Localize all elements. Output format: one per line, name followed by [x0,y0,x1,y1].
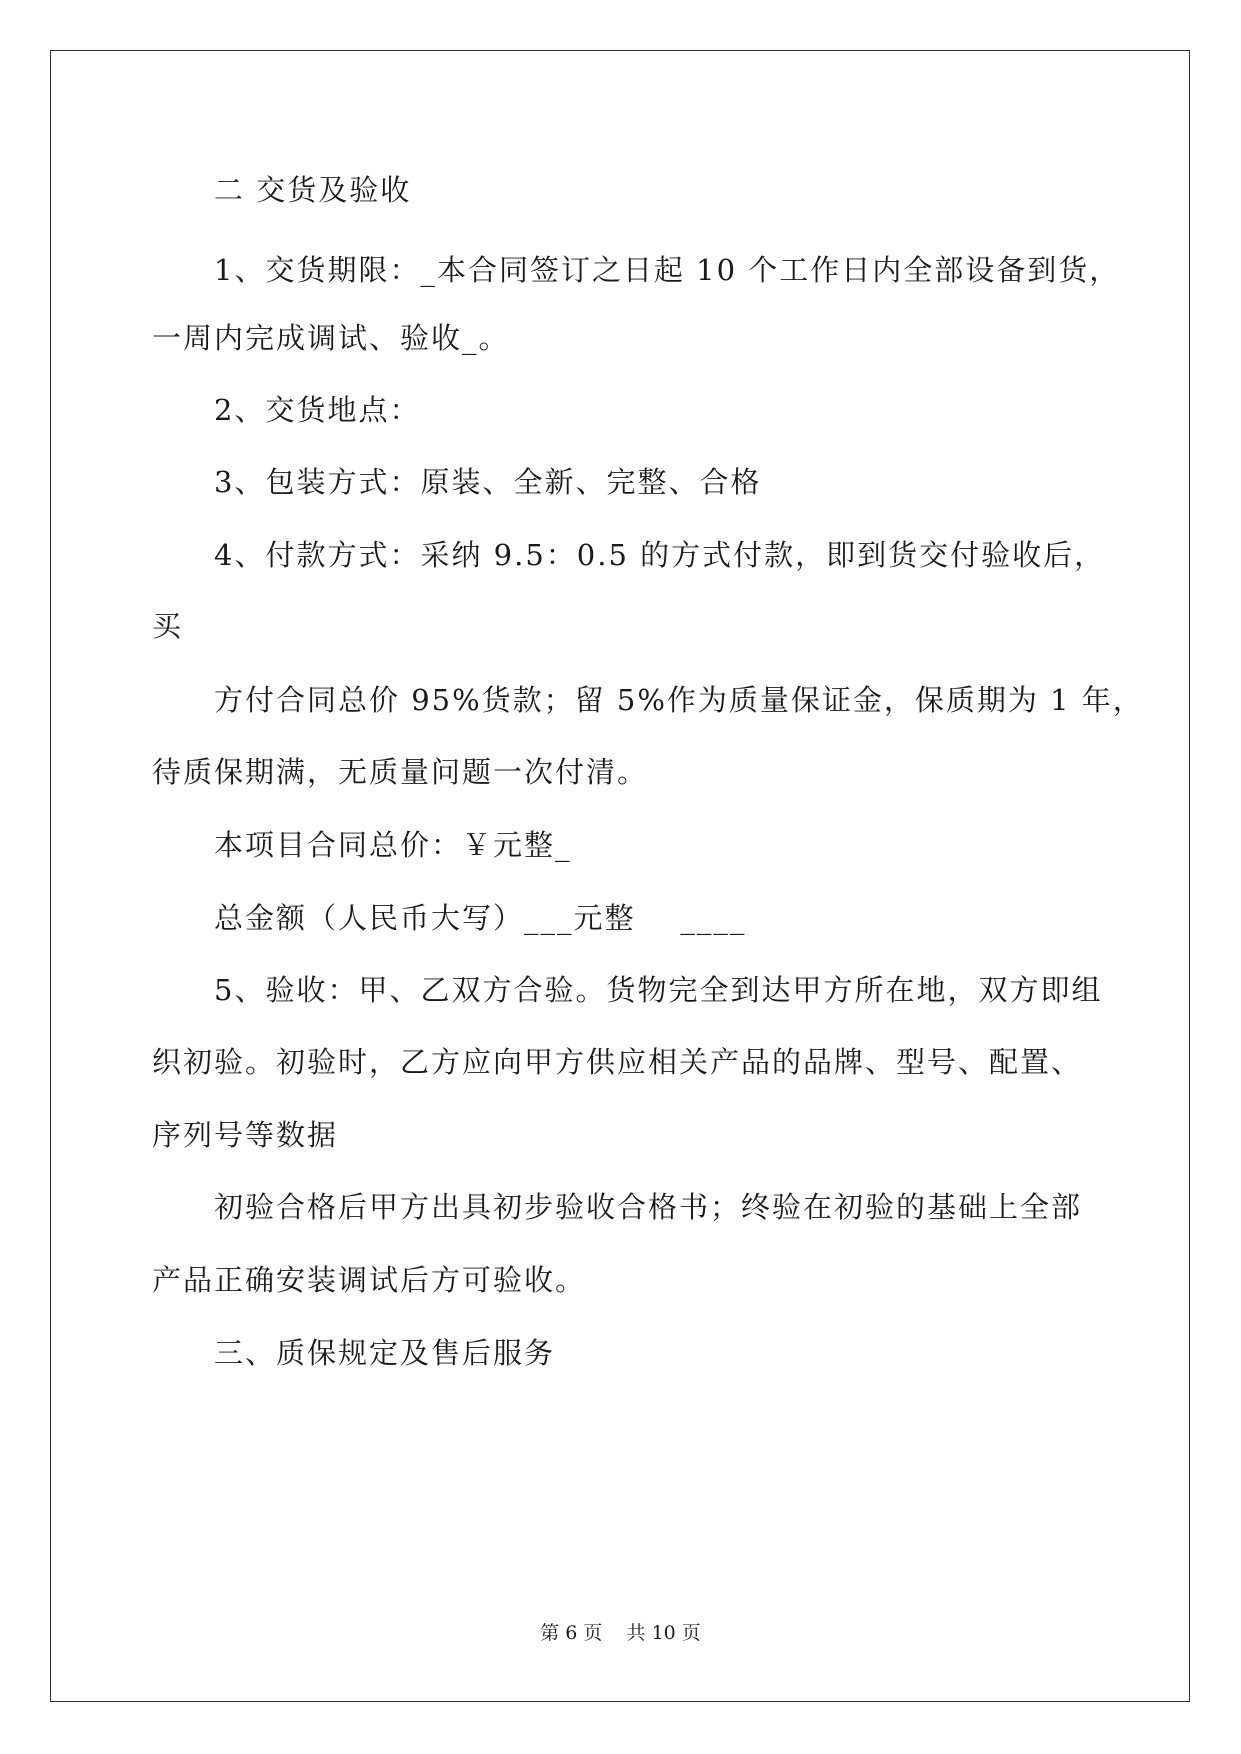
text-line: 5、验收：甲、乙双方合验。货物完全到达甲方所在地，双方即组 [214,973,1103,1007]
text-line: 初验合格后甲方出具初步验收合格书；终验在初验的基础上全部 [214,1190,1083,1224]
text-line: 买 [152,609,184,643]
section-heading-delivery: 二 交货及验收 [214,173,412,207]
text-line: 1、交货期限：_本合同签订之日起 10 个工作日内全部设备到货， [214,253,1121,287]
text-line: 3、包装方式：原装、全新、完整、合格 [214,465,762,499]
page-number-footer: 第 6 页 共 10 页 [540,1622,701,1644]
text-line: 一周内完成调试、验收_。 [152,321,510,355]
section-heading-warranty: 三、质保规定及售后服务 [214,1336,556,1370]
text-line: 方付合同总价 95%货款；留 5%作为质量保证金，保质期为 1 年， [214,683,1144,717]
text-line: 4、付款方式：采纳 9.5：0.5 的方式付款，即到货交付验收后， [214,538,1106,572]
page-border [50,50,1190,1702]
text-line: 总金额（人民币大写）___元整 ____ [214,901,747,935]
text-line: 序列号等数据 [152,1118,339,1152]
text-line: 待质保期满，无质量问题一次付清。 [152,755,649,789]
text-line: 织初验。初验时，乙方应向甲方供应相关产品的品牌、型号、配置、 [152,1045,1083,1079]
text-line: 本项目合同总价：￥元整_ [214,828,572,862]
text-line: 2、交货地点： [214,393,421,427]
text-line: 产品正确安装调试后方可验收。 [152,1263,587,1297]
